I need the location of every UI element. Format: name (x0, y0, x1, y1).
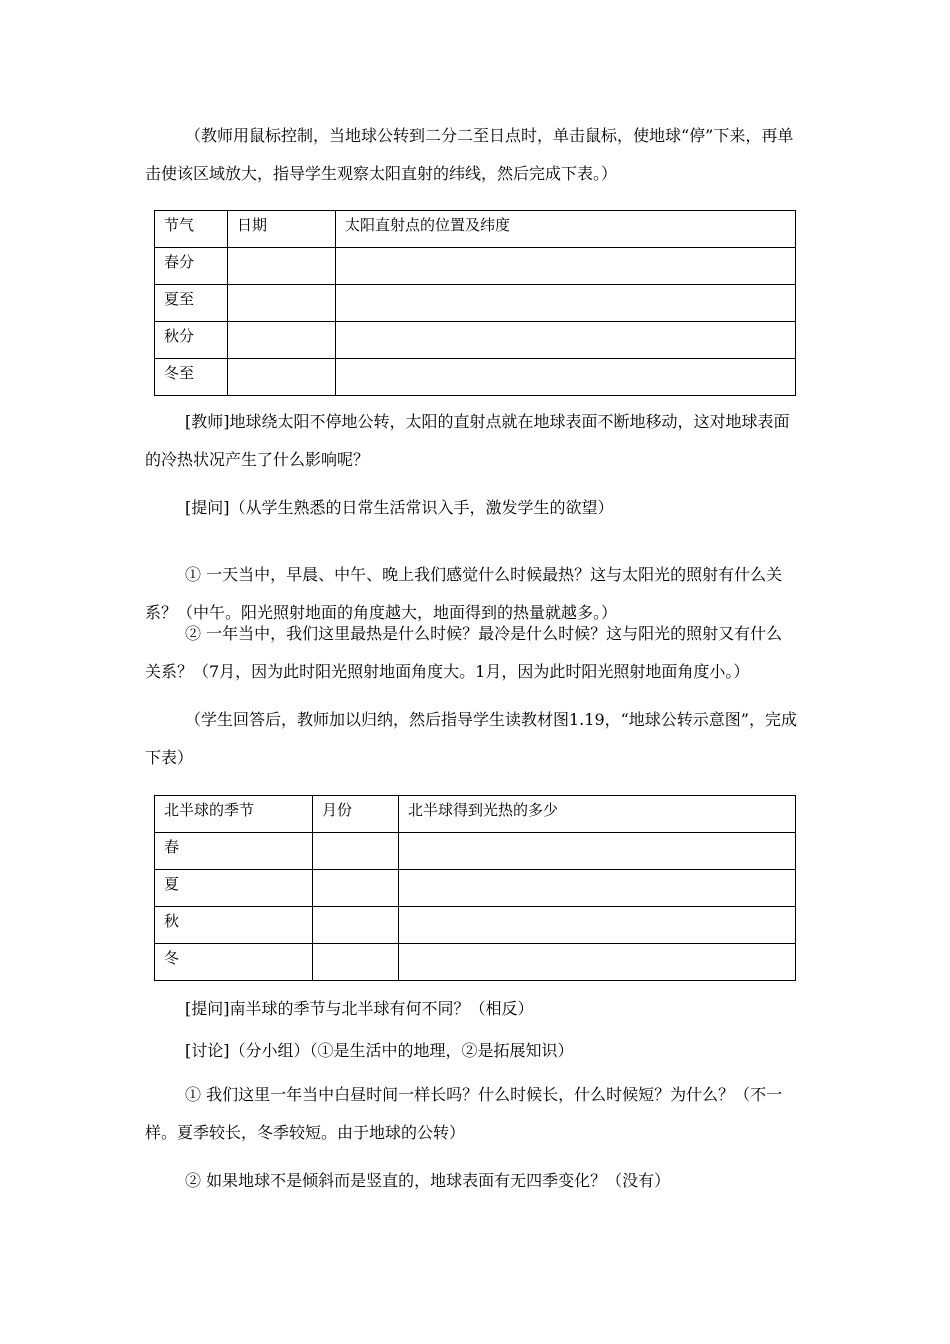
table-cell: 冬至 (155, 359, 228, 396)
table-row (155, 833, 796, 870)
table-row (155, 944, 796, 981)
table-cell-empty (336, 285, 796, 322)
table-cell: 冬 (155, 944, 313, 981)
paragraph-student-answer: （学生回答后，教师加以归纳，然后指导学生读教材图1.19，“地球公转示意图”，完成下表） (145, 710, 797, 767)
table-cell-empty (399, 907, 796, 944)
table-header-row (155, 211, 796, 248)
paragraph-question-2: ② 一年当中，我们这里最热是什么时候？最冷是什么时候？这与阳光的照射又有什么关系？（7月，因为此时阳光照射地面角度大。1月，因为此时阳光照射地面角度小。） (145, 624, 783, 681)
table-header-cell: 北半球得到光热的多少 (399, 796, 796, 833)
table-cell-empty (399, 833, 796, 870)
table-cell-empty (336, 359, 796, 396)
table-cell-empty (313, 944, 399, 981)
table-cell-empty (228, 322, 336, 359)
table-cell: 春分 (155, 248, 228, 285)
table-cell-empty (399, 944, 796, 981)
table-header-cell: 月份 (313, 796, 399, 833)
table-cell-empty (336, 322, 796, 359)
paragraph-prompt: [提问]（从学生熟悉的日常生活常识入手，激发学生的欲望） (185, 498, 614, 517)
table-row (155, 870, 796, 907)
table-cell-empty (399, 870, 796, 907)
paragraph-discussion-1: ① 我们这里一年当中白昼时间一样长吗？什么时候长，什么时候短？为什么？（不一样。夏季较长，冬季较短。由于地球的公转） (145, 1085, 783, 1142)
table-cell-empty (313, 870, 399, 907)
table-cell-empty (313, 907, 399, 944)
paragraph-teacher-instruction: （教师用鼠标控制，当地球公转到二分二至日点时，单击鼠标，使地球“停”下来，再单击使该区域放大，指导学生观察太阳直射的纬线，然后完成下表。） (145, 126, 794, 183)
table-row (155, 359, 796, 396)
table-cell-empty (228, 359, 336, 396)
table-cell-empty (228, 248, 336, 285)
table-row (155, 322, 796, 359)
paragraph-teacher-question: [教师]地球绕太阳不停地公转，太阳的直射点就在地球表面不断地移动，这对地球表面的冷热状况产生了什么影响呢？ (145, 412, 790, 469)
table-cell-empty (228, 285, 336, 322)
table-row (155, 907, 796, 944)
table-header-cell: 日期 (228, 211, 336, 248)
table-header-row (155, 796, 796, 833)
table-header-cell: 北半球的季节 (155, 796, 313, 833)
table-cell: 春 (155, 833, 313, 870)
solar-terms-table (154, 210, 796, 396)
table-cell-empty (336, 248, 796, 285)
paragraph-discussion-2: ② 如果地球不是倾斜而是竖直的，地球表面有无四季变化？（没有） (185, 1171, 671, 1190)
table-header-cell: 太阳直射点的位置及纬度 (336, 211, 796, 248)
table-row (155, 285, 796, 322)
table-header-cell: 节气 (155, 211, 228, 248)
paragraph-southern-hemisphere: [提问]南半球的季节与北半球有何不同？（相反） (185, 999, 534, 1018)
seasons-table (154, 795, 796, 981)
table-cell-empty (313, 833, 399, 870)
table-cell: 夏至 (155, 285, 228, 322)
table-cell: 夏 (155, 870, 313, 907)
table-cell: 秋 (155, 907, 313, 944)
paragraph-question-1: ① 一天当中，早晨、中午、晚上我们感觉什么时候最热？这与太阳光的照射有什么关系？（中午。阳光照射地面的角度越大，地面得到的热量就越多。） (145, 565, 783, 622)
table-cell: 秋分 (155, 322, 228, 359)
table-row (155, 248, 796, 285)
paragraph-discussion: [讨论]（分小组）（①是生活中的地理，②是拓展知识） (185, 1041, 574, 1060)
